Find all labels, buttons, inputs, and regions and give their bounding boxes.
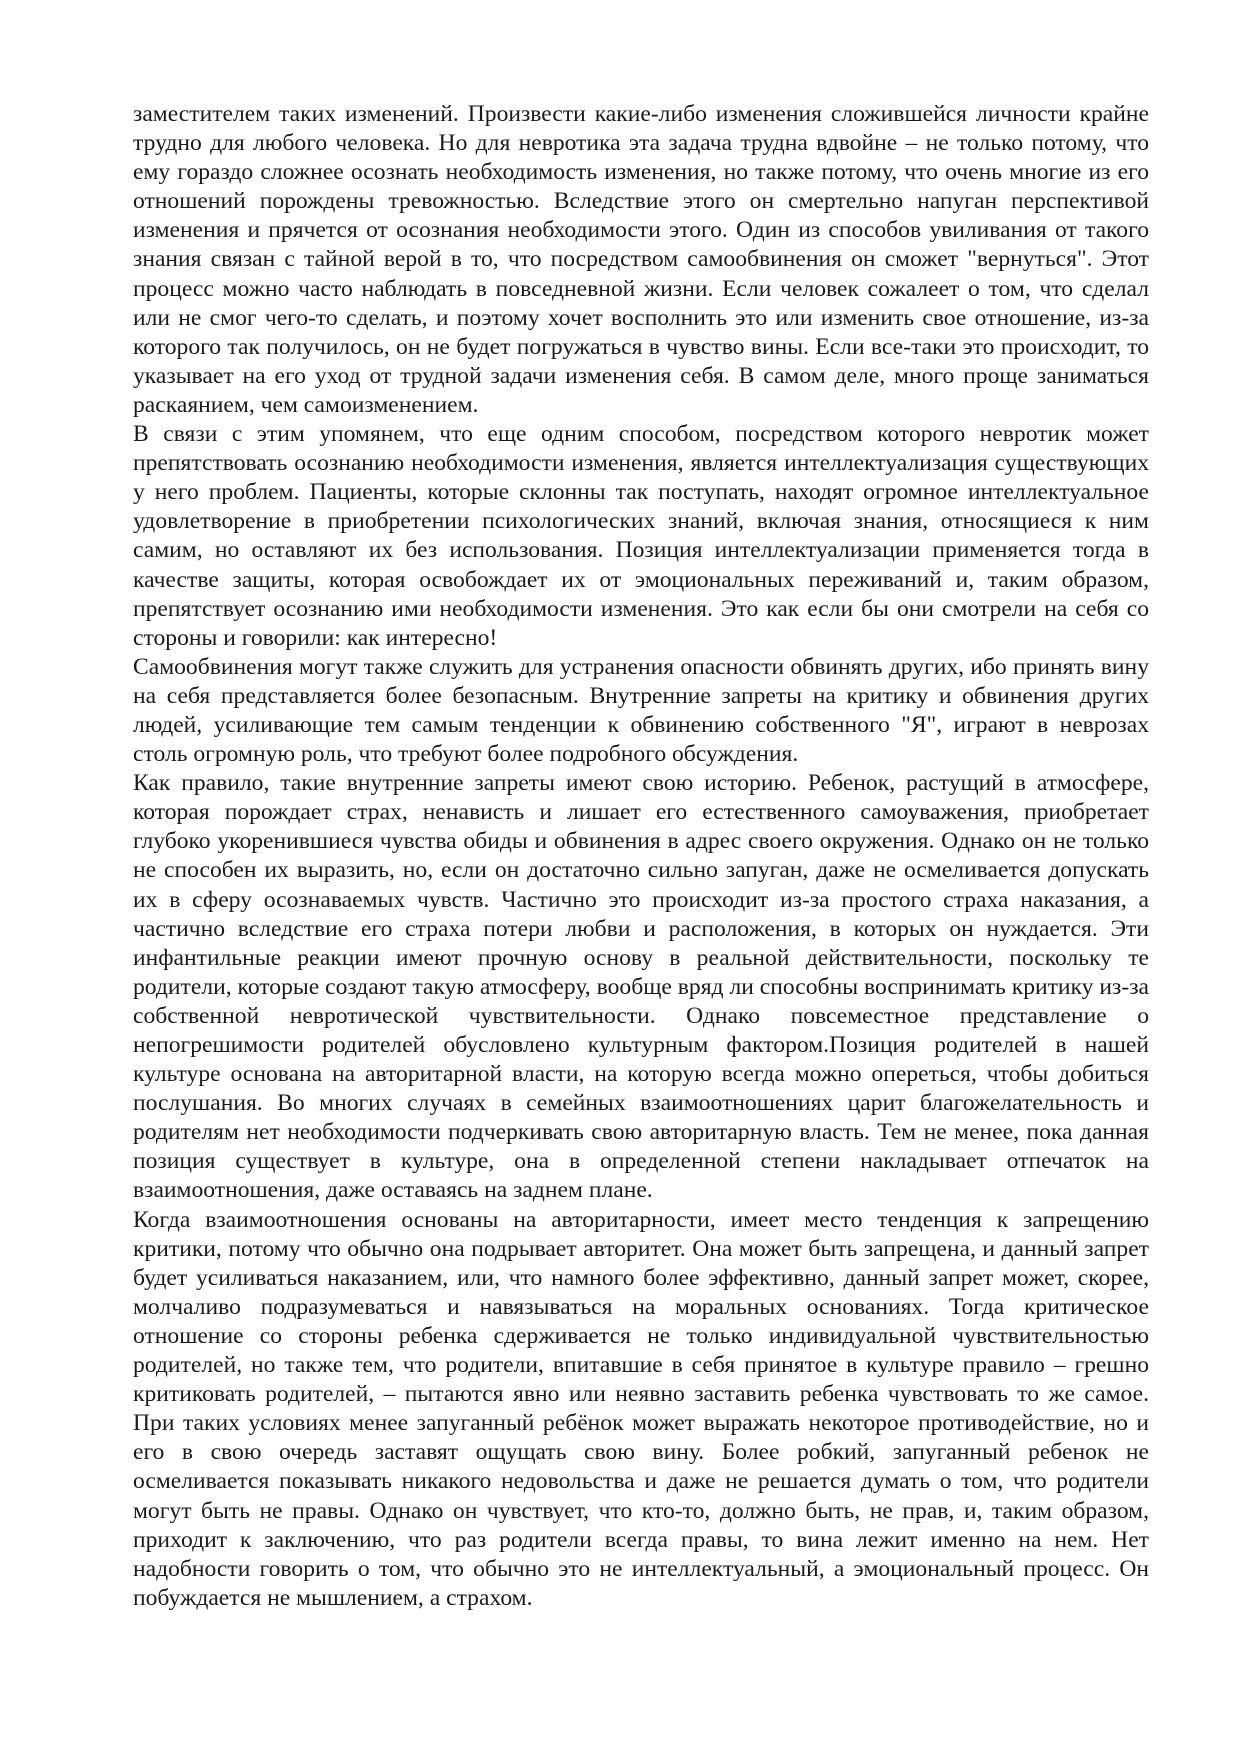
paragraph-inner-prohibitions-history: Как правило, такие внутренние запреты имеют свою историю. Ребенок, растущий в атмосфере, которая порождает страх, ненависть и лишает его естественного самоуважения, приобретает глубоко укоренившиеся чувства обиды и обвинения в адрес своего окружения. Однако он не только не способен их выразить, но, если он достаточно сильно запуган, даже не осмеливается допускать их в сферу осознаваемых чувств. Частично это происходит из-за простого страха наказания, а частично вследствие его страха потери любви и расположения, в которых он нуждается. Эти инфантильные реакции имеют прочную основу в реальной действительности, поскольку те родители, которые создают такую атмосферу, вообще вряд ли способны воспринимать критику из-за собственной невротической чувствительности. Однако повсеместное представление о непогрешимости родителей обусловлено культурным фактором.Позиция родителей в нашей культуре основана на авторитарной власти, на которую всегда можно опереться, чтобы добиться послушания. Во многих случаях в семейных взаимоотношениях царит благожелательность и родителям нет необходимости подчеркивать свою авторитарную власть. Тем не менее, пока данная позиция существует в культуре, она в определенной степени накладывает отпечаток на взаимоотношения, даже оставаясь на заднем плане. bbox=[133, 770, 1149, 1204]
paragraph-blaming-others: Самообвинения могут также служить для устранения опасности обвинять других, ибо принять вину на себя представляется более безопасным. Внутренние запреты на критику и обвинения других людей, усиливающие тем самым тенденции к обвинению собственного "Я", играют в неврозах столь огромную роль, что требуют более подробного обсуждения. bbox=[133, 653, 1149, 768]
paragraph-self-accusation-change: заместителем таких изменений. Произвести какие-либо изменения сложившейся личности крайне трудно для любого человека. Но для невротика эта задача трудна вдвойне – не только потому, что ему гораздо сложнее осознать необходимость изменения, но также потому, что очень многие из его отношений порождены тревожностью. Вследствие этого он смертельно напуган перспективой изменения и прячется от осознания необходимости этого. Один из способов увиливания от такого знания связан с тайной верой в то, что посредством самообвинения он сможет "вернуться". Этот процесс можно часто наблюдать в повседневной жизни. Если человек сожалеет о том, что сделал или не смог чего-то сделать, и поэтому хочет восполнить это или изменить свое отношение, из-за которого так получилось, он не будет погружаться в чувство вины. Если все-таки это происходит, то указывает на его уход от трудной задачи изменения себя. В самом деле, много проще заниматься раскаянием, чем самоизменением. bbox=[133, 101, 1149, 418]
document-page bbox=[133, 100, 1149, 1613]
paragraph-authoritarian-relations: Когда взаимоотношения основаны на авторитарности, имеет место тенденция к запрещению критики, потому что обычно она подрывает авторитет. Она может быть запрещена, и данный запрет будет усиливаться наказанием, или, что намного более эффективно, данный запрет может, скорее, молчаливо подразумеваться и навязываться на моральных основаниях. Тогда критическое отношение со стороны ребенка сдерживается не только индивидуальной чувствительностью родителей, но также тем, что родители, впитавшие в себя принятое в культуре правило – грешно критиковать родителей, – пытаются явно или неявно заставить ребенка чувствовать то же самое. При таких условиях менее запуганный ребёнок может выражать некоторое противодействие, но и его в свою очередь заставят ощущать свою вину. Более робкий, запуганный ребенок не осмеливается показывать никакого недовольства и даже не решается думать о том, что родители могут быть не правы. Однако он чувствует, что кто-то, должно быть, не прав, и, таким образом, приходит к заключению, что раз родители всегда правы, то вина лежит именно на нем. Нет надобности говорить о том, что обычно это не интеллектуальный, а эмоциональный процесс. Он побуждается не мышлением, а страхом. bbox=[133, 1206, 1149, 1611]
paragraph-intellectualization: В связи с этим упомянем, что еще одним способом, посредством которого невротик может препятствовать осознанию необходимости изменения, является интеллектуализация существующих у него проблем. Пациенты, которые склонны так поступать, находят огромное интеллектуальное удовлетворение в приобретении психологических знаний, включая знания, относящиеся к ним самим, но оставляют их без использования. Позиция интеллектуализации применяется тогда в качестве защиты, которая освобождает их от эмоциональных переживаний и, таким образом, препятствует осознанию ими необходимости изменения. Это как если бы они смотрели на себя со стороны и говорили: как интересно! bbox=[133, 421, 1149, 651]
